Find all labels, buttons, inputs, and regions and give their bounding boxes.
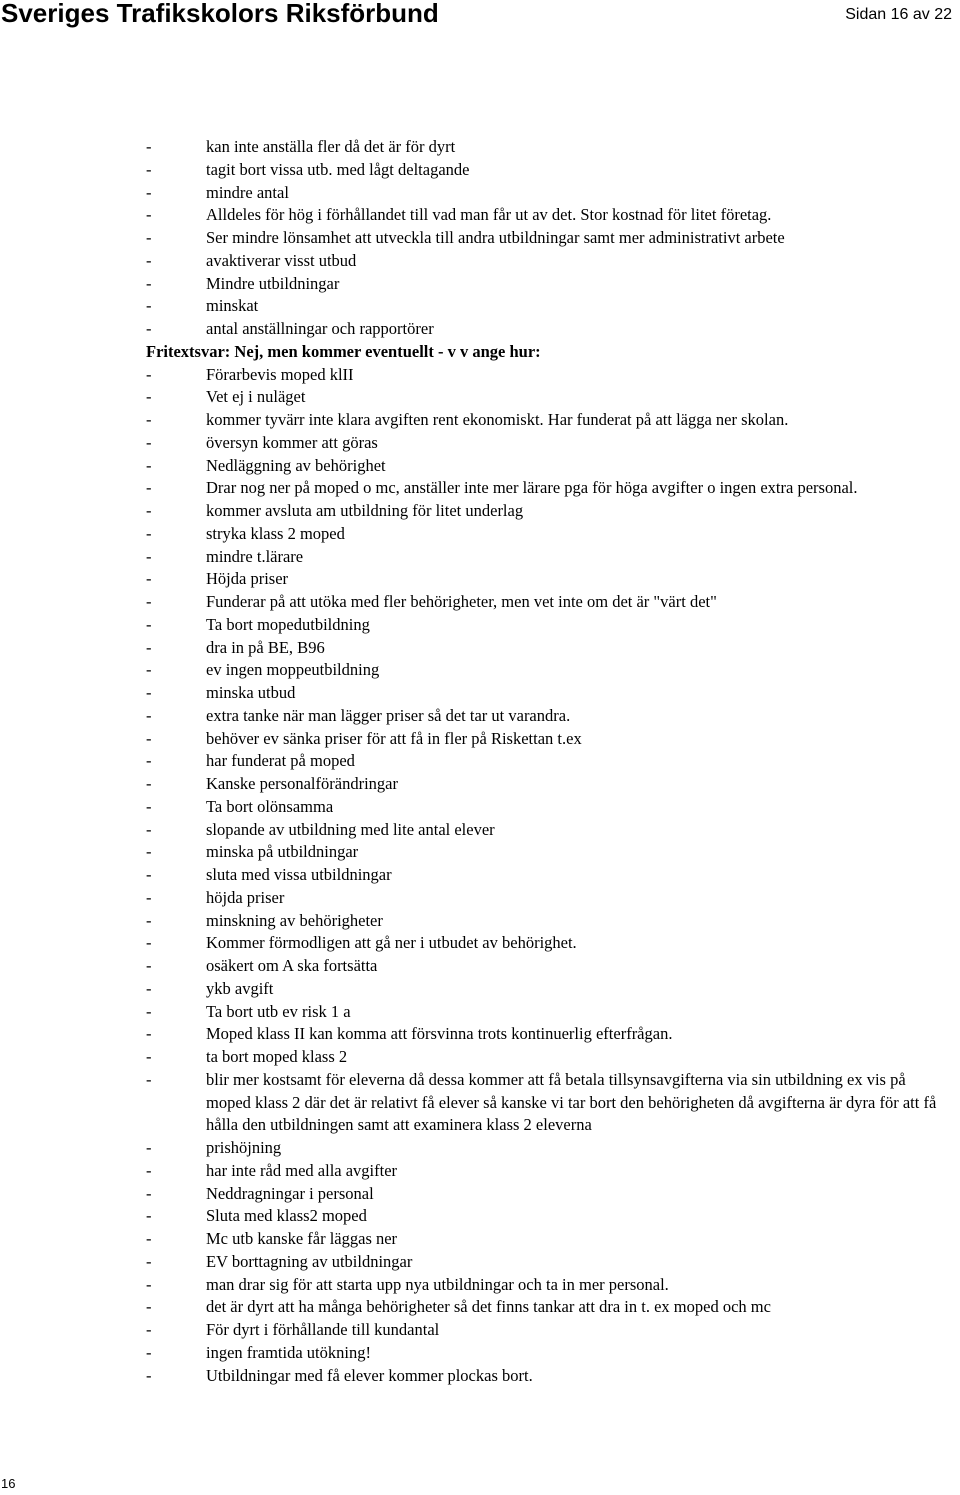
list-item [146, 409, 946, 432]
list-item [146, 1274, 946, 1297]
list-item-text: tagit bort vissa utb. med lågt deltagande [206, 159, 470, 179]
list-dash: - [146, 1342, 152, 1362]
list-item [146, 1342, 946, 1365]
list-item-text: stryka klass 2 moped [206, 523, 345, 543]
list-dash: - [146, 410, 152, 429]
list-item [146, 546, 946, 569]
list-item [146, 1205, 946, 1228]
list-item [146, 864, 946, 887]
list-item [146, 1183, 946, 1206]
list-item [146, 955, 946, 978]
list-dash: - [146, 1138, 152, 1157]
list-dash: - [146, 364, 152, 384]
list-item-text: Ta bort utb ev risk 1 a [206, 1001, 351, 1021]
list-item-text: kan inte anställa fler då det är för dyrt [206, 137, 456, 156]
list-dash: - [146, 865, 152, 884]
list-item [146, 386, 946, 409]
list-item-text: minskning av behörigheter [206, 910, 383, 930]
list-item-text: översyn kommer att göras [206, 432, 378, 452]
list-item-text: Funderar på att utöka med fler behörigheter, men vet inte om det är "värt det" [206, 592, 717, 611]
list-item-text: behöver ev sänka priser för att få in fler på Riskettan t.ex [206, 728, 582, 748]
list-item-text: minska på utbildningar [206, 842, 359, 862]
list-item [146, 841, 946, 864]
list-dash: - [146, 1001, 152, 1021]
list-item-text: Drar nog ner på moped o mc, anställer inte mer lärare pga för höga avgifter o ingen extra personal. [206, 478, 858, 498]
list-dash: - [146, 1183, 152, 1203]
list-item-text: Kanske personalförändringar [206, 774, 398, 793]
list-item-text: För dyrt i förhållande till kundantal [206, 1320, 440, 1339]
list-dash: - [146, 978, 152, 998]
list-item-text: mindre t.lärare [206, 546, 304, 566]
list-dash: - [146, 1229, 152, 1248]
list-dash: - [146, 273, 152, 293]
page-header [0, 0, 960, 30]
list-item [146, 1319, 946, 1342]
list-item-text: Vet ej i nuläget [206, 387, 306, 407]
list-dash: - [146, 1320, 152, 1339]
list-item [146, 910, 946, 933]
list-dash: - [146, 137, 152, 156]
list-dash: - [146, 614, 152, 634]
list-item-text: EV borttagning av utbildningar [206, 1251, 413, 1271]
page-indicator: Sidan 16 av 22 [845, 6, 952, 23]
list-dash: - [146, 250, 152, 270]
list-dash: - [146, 637, 152, 657]
list-item [146, 455, 946, 478]
list-item [146, 773, 946, 796]
list-item-text: avaktiverar visst utbud [206, 250, 357, 270]
list-dash: - [146, 774, 152, 793]
list-item-text: Mindre utbildningar [206, 273, 340, 293]
list-dash: - [146, 319, 152, 338]
list-dash: - [146, 296, 152, 316]
list-item-text: blir mer kostsamt för eleverna då dessa kommer att få betala tillsynsavgifterna via sin utbildning ex vis på moped klass 2 där det är relativt få elever så kanske vi tar bort den behörigheten då avgifterna är dyra för att få hålla den utbildningen samt att examinera klass 2 eleverna [206, 1069, 937, 1135]
list-item [146, 204, 946, 227]
document-title: Sveriges Trafikskolors Riksförbund [1, 0, 439, 28]
list-item [146, 273, 946, 296]
list-dash: - [146, 432, 152, 452]
list-dash: - [146, 387, 152, 407]
list-item-text: ta bort moped klass 2 [206, 1047, 348, 1066]
list-dash: - [146, 796, 152, 816]
free-text-heading: Fritextsvar: Nej, men kommer eventuellt - v v ange hur: [146, 341, 541, 361]
list-dash: - [146, 455, 152, 475]
list-item-text: mindre antal [206, 182, 289, 202]
list-item [146, 159, 946, 182]
list-item [146, 568, 946, 591]
list-item [146, 227, 946, 250]
list-dash: - [146, 1365, 152, 1385]
list-item-text: sluta med vissa utbildningar [206, 865, 392, 884]
list-item [146, 637, 946, 660]
list-item [146, 182, 946, 205]
list-item-text: Förarbevis moped klII [206, 364, 354, 384]
list-item-text: har inte råd med alla avgifter [206, 1160, 398, 1180]
list-item-text: Ta bort olönsamma [206, 796, 334, 816]
list-dash: - [146, 683, 152, 702]
list-dash: - [146, 1251, 152, 1271]
list-item-text: Ta bort mopedutbildning [206, 614, 370, 634]
list-dash: - [146, 569, 152, 589]
list-item-text: dra in på BE, B96 [206, 637, 325, 657]
list-item [146, 750, 946, 773]
list-item-text: extra tanke när man lägger priser så det tar ut varandra. [206, 705, 571, 725]
list-dash: - [146, 728, 152, 748]
list-item [146, 614, 946, 637]
list-dash: - [146, 159, 152, 179]
list-item-text: Höjda priser [206, 569, 289, 589]
list-dash: - [146, 956, 152, 975]
list-dash: - [146, 546, 152, 566]
list-item-text: antal anställningar och rapportörer [206, 319, 434, 338]
list-item [146, 136, 946, 159]
list-item [146, 659, 946, 682]
list-item [146, 250, 946, 273]
list-dash: - [146, 660, 152, 680]
list-item [146, 500, 946, 523]
list-item [146, 318, 946, 341]
list-item [146, 1365, 946, 1388]
list-item [146, 1069, 946, 1137]
list-item [146, 978, 946, 1001]
list-dash: - [146, 819, 152, 839]
list-dash: - [146, 1297, 152, 1317]
list-item [146, 819, 946, 842]
list-item [146, 1137, 946, 1160]
list-item [146, 932, 946, 955]
list-item-text: man drar sig för att starta upp nya utbildningar och ta in mer personal. [206, 1274, 669, 1294]
list-item [146, 295, 946, 318]
list-dash: - [146, 842, 152, 862]
list-item [146, 1001, 946, 1024]
list-item-text: kommer avsluta am utbildning för litet underlag [206, 501, 524, 520]
list-item [146, 1251, 946, 1274]
list-item-text: minska utbud [206, 683, 296, 702]
list-dash: - [146, 1160, 152, 1180]
list-dash: - [146, 478, 152, 498]
list-item [146, 887, 946, 910]
list-item [146, 1228, 946, 1251]
list-dash: - [146, 1274, 152, 1294]
list-item [146, 1023, 946, 1046]
list-item [146, 1160, 946, 1183]
list-item-text: osäkert om A ska fortsätta [206, 956, 378, 975]
list-item [146, 1296, 946, 1319]
list-item-text: Neddragningar i personal [206, 1183, 374, 1203]
list-dash: - [146, 592, 152, 611]
list-item-text: Alldeles för hög i förhållandet till vad man får ut av det. Stor kostnad för litet företag. [206, 205, 772, 225]
list-dash: - [146, 1024, 152, 1044]
list-item-text: Ser mindre lönsamhet att utveckla till andra utbildningar samt mer administrativt arbete [206, 228, 785, 247]
list-item-text: Moped klass II kan komma att försvinna trots kontinuerlig efterfrågan. [206, 1024, 673, 1044]
list-item-text: höjda priser [206, 887, 285, 907]
list-item [146, 796, 946, 819]
list-item-text: Kommer förmodligen att gå ner i utbudet av behörighet. [206, 933, 577, 953]
list-item [146, 1046, 946, 1069]
list-item-text: prishöjning [206, 1138, 282, 1157]
list-dash: - [146, 910, 152, 930]
list-item-text: ingen framtida utökning! [206, 1342, 371, 1362]
list-item [146, 728, 946, 751]
list-item-text: det är dyrt att ha många behörigheter så det finns tankar att dra in t. ex moped och mc [206, 1297, 771, 1317]
list-item [146, 591, 946, 614]
footer-page-number: 16 [1, 1476, 16, 1491]
list-dash: - [146, 705, 152, 725]
list-item-text: Utbildningar med få elever kommer plockas bort. [206, 1365, 533, 1385]
list-item-text: har funderat på moped [206, 751, 355, 771]
list-item-text: Sluta med klass2 moped [206, 1206, 367, 1226]
list-dash: - [146, 205, 152, 225]
list-dash: - [146, 228, 152, 247]
list-dash: - [146, 1069, 152, 1089]
list-dash: - [146, 933, 152, 953]
list-item [146, 364, 946, 387]
list-item-text: ev ingen moppeutbildning [206, 660, 380, 680]
list-item-text: Mc utb kanske får läggas ner [206, 1229, 398, 1248]
list-dash: - [146, 1206, 152, 1226]
list-dash: - [146, 887, 152, 907]
list-item [146, 523, 946, 546]
list-dash: - [146, 751, 152, 771]
list-item [146, 705, 946, 728]
list-dash: - [146, 523, 152, 543]
list-item-text: ykb avgift [206, 978, 274, 998]
response-list [146, 136, 946, 1387]
list-dash: - [146, 1047, 152, 1066]
list-item-text: minskat [206, 296, 259, 316]
list-item [146, 432, 946, 455]
list-item-text: slopande av utbildning med lite antal elever [206, 819, 495, 839]
list-item [146, 682, 946, 705]
list-item-text: kommer tyvärr inte klara avgiften rent ekonomiskt. Har funderat på att lägga ner skolan. [206, 410, 789, 429]
list-dash: - [146, 501, 152, 520]
list-item [146, 477, 946, 500]
list-dash: - [146, 182, 152, 202]
list-item-text: Nedläggning av behörighet [206, 455, 386, 475]
